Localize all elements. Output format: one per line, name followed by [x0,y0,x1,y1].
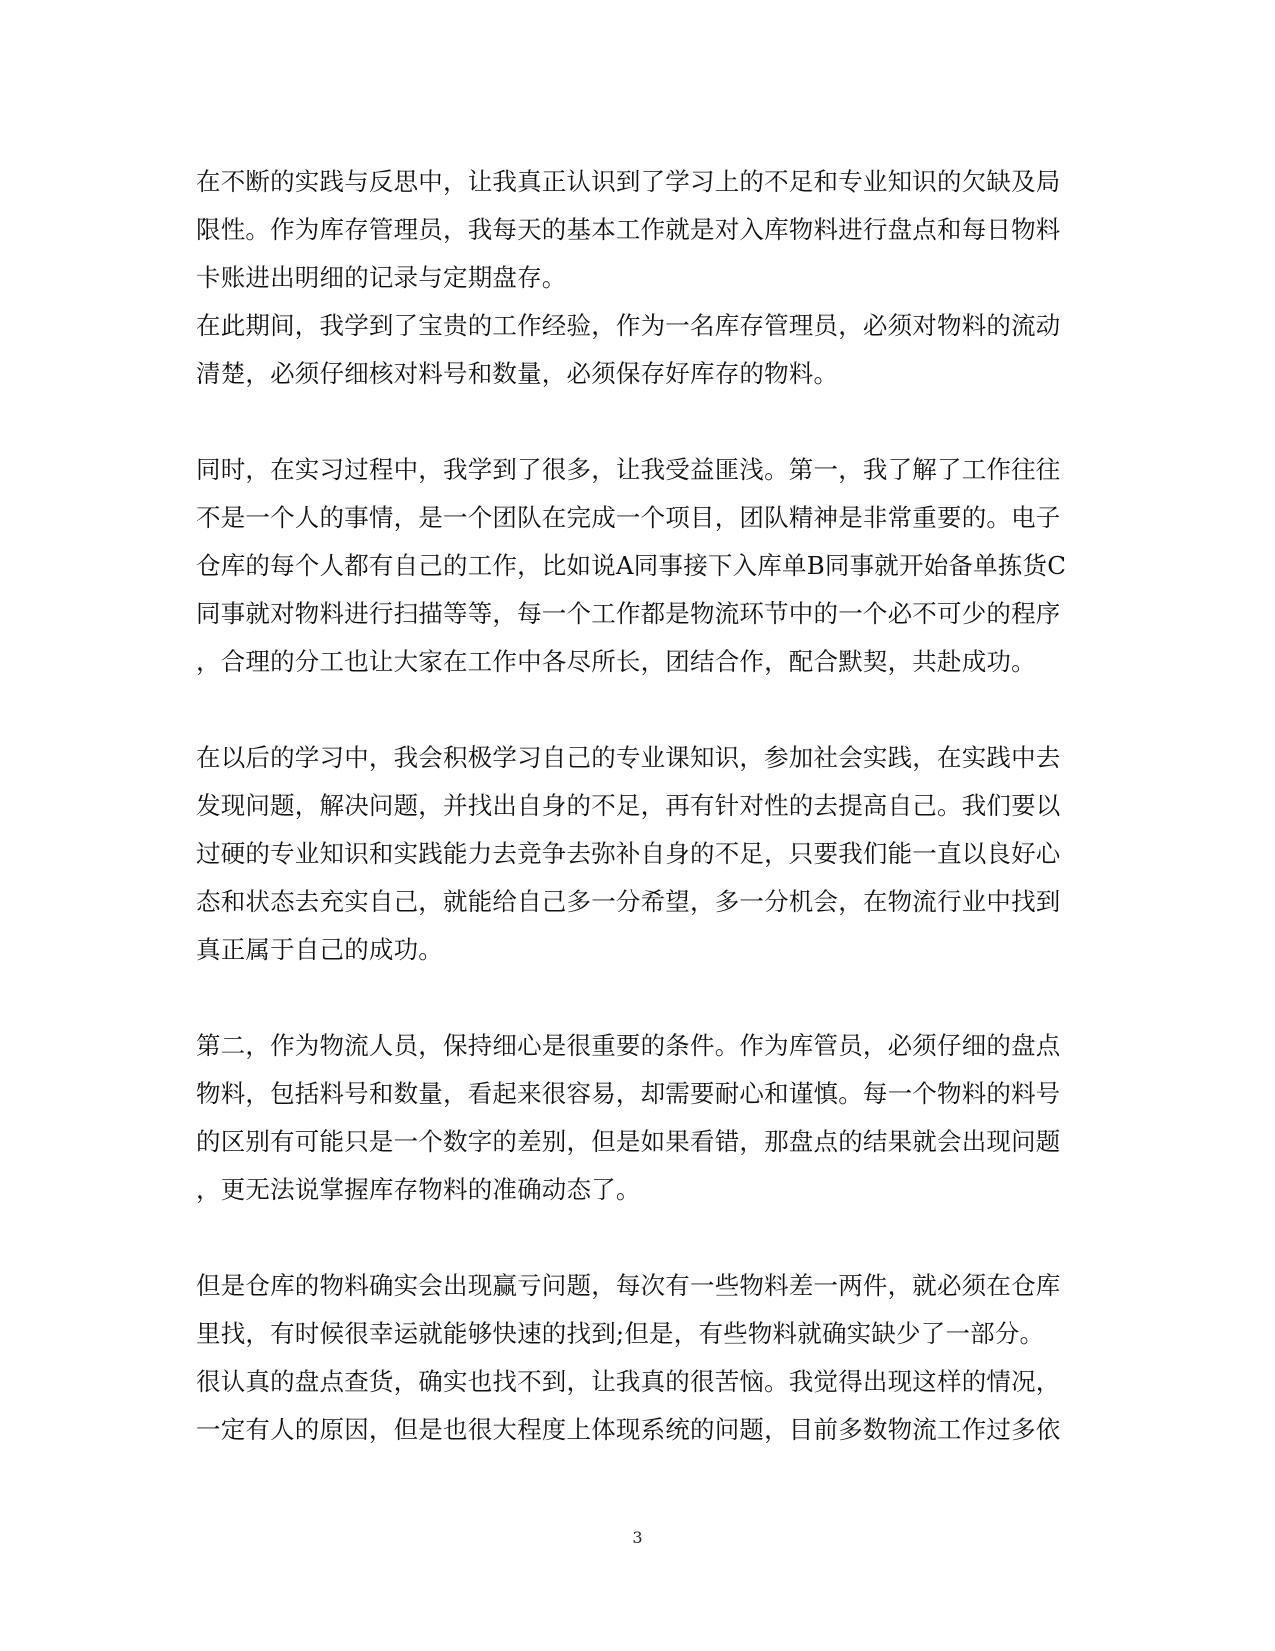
paragraph-3 [196,734,1076,974]
page-body [196,158,1076,1454]
text-line: 但是仓库的物料确实会出现赢亏问题，每次有一些物料差一两件，就必须在仓库 [196,1271,1061,1300]
text-line: 一定有人的原因，但是也很大程度上体现系统的问题，目前多数物流工作过多依 [196,1415,1061,1444]
text-line: 的区别有可能只是一个数字的差别，但是如果看错，那盘点的结果就会出现问题 [196,1127,1061,1156]
paragraph-5 [196,1262,1076,1454]
text-line: ，合理的分工也让大家在工作中各尽所长，团结合作，配合默契，共赴成功。 [196,647,1036,676]
text-line: 物料，包括料号和数量，看起来很容易，却需要耐心和谨慎。每一个物料的料号 [196,1079,1061,1108]
paragraph-2 [196,446,1076,686]
paragraph-1 [196,158,1076,398]
text-line: 不是一个人的事情，是一个团队在完成一个项目，团队精神是非常重要的。电子 [196,503,1061,532]
text-line: 真正属于自己的成功。 [196,935,443,964]
page-number: 3 [632,1528,643,1547]
paragraph-gap [196,974,1076,1022]
text-line: 清楚，必须仔细核对料号和数量，必须保存好库存的物料。 [196,359,839,388]
text-line: 很认真的盘点查货，确实也找不到，让我真的很苦恼。我觉得出现这样的情况， [196,1367,1061,1396]
text-line: 发现问题，解决问题，并找出自身的不足，再有针对性的去提高自己。我们要以 [196,791,1061,820]
text-line: ，更无法说掌握库存物料的准确动态了。 [196,1175,641,1204]
text-line: 同事就对物料进行扫描等等，每一个工作都是物流环节中的一个必不可少的程序 [196,599,1061,628]
text-line: 第二，作为物流人员，保持细心是很重要的条件。作为库管员，必须仔细的盘点 [196,1031,1061,1060]
text-line: 限性。作为库存管理员，我每天的基本工作就是对入库物料进行盘点和每日物料 [196,215,1061,244]
paragraph-gap [196,1214,1076,1262]
text-line: 态和状态去充实自己，就能给自己多一分希望，多一分机会，在物流行业中找到 [196,887,1061,916]
text-line: 过硬的专业知识和实践能力去竞争去弥补自身的不足，只要我们能一直以良好心 [196,839,1061,868]
text-line: 同时，在实习过程中，我学到了很多，让我受益匪浅。第一，我了解了工作往往 [196,455,1061,484]
text-line: 在此期间，我学到了宝贵的工作经验，作为一名库存管理员，必须对物料的流动 [196,311,1061,340]
text-line: 仓库的每个人都有自己的工作，比如说A同事接下入库单B同事就开始备单拣货C [196,551,1067,580]
paragraph-gap [196,398,1076,446]
text-line: 在不断的实践与反思中，让我真正认识到了学习上的不足和专业知识的欠缺及局 [196,167,1061,196]
text-line: 里找，有时候很幸运就能够快速的找到;但是，有些物料就确实缺少了一部分。 [196,1319,1045,1348]
paragraph-gap [196,686,1076,734]
text-line: 在以后的学习中，我会积极学习自己的专业课知识，参加社会实践，在实践中去 [196,743,1061,772]
text-line: 卡账进出明细的记录与定期盘存。 [196,263,567,292]
paragraph-4 [196,1022,1076,1214]
